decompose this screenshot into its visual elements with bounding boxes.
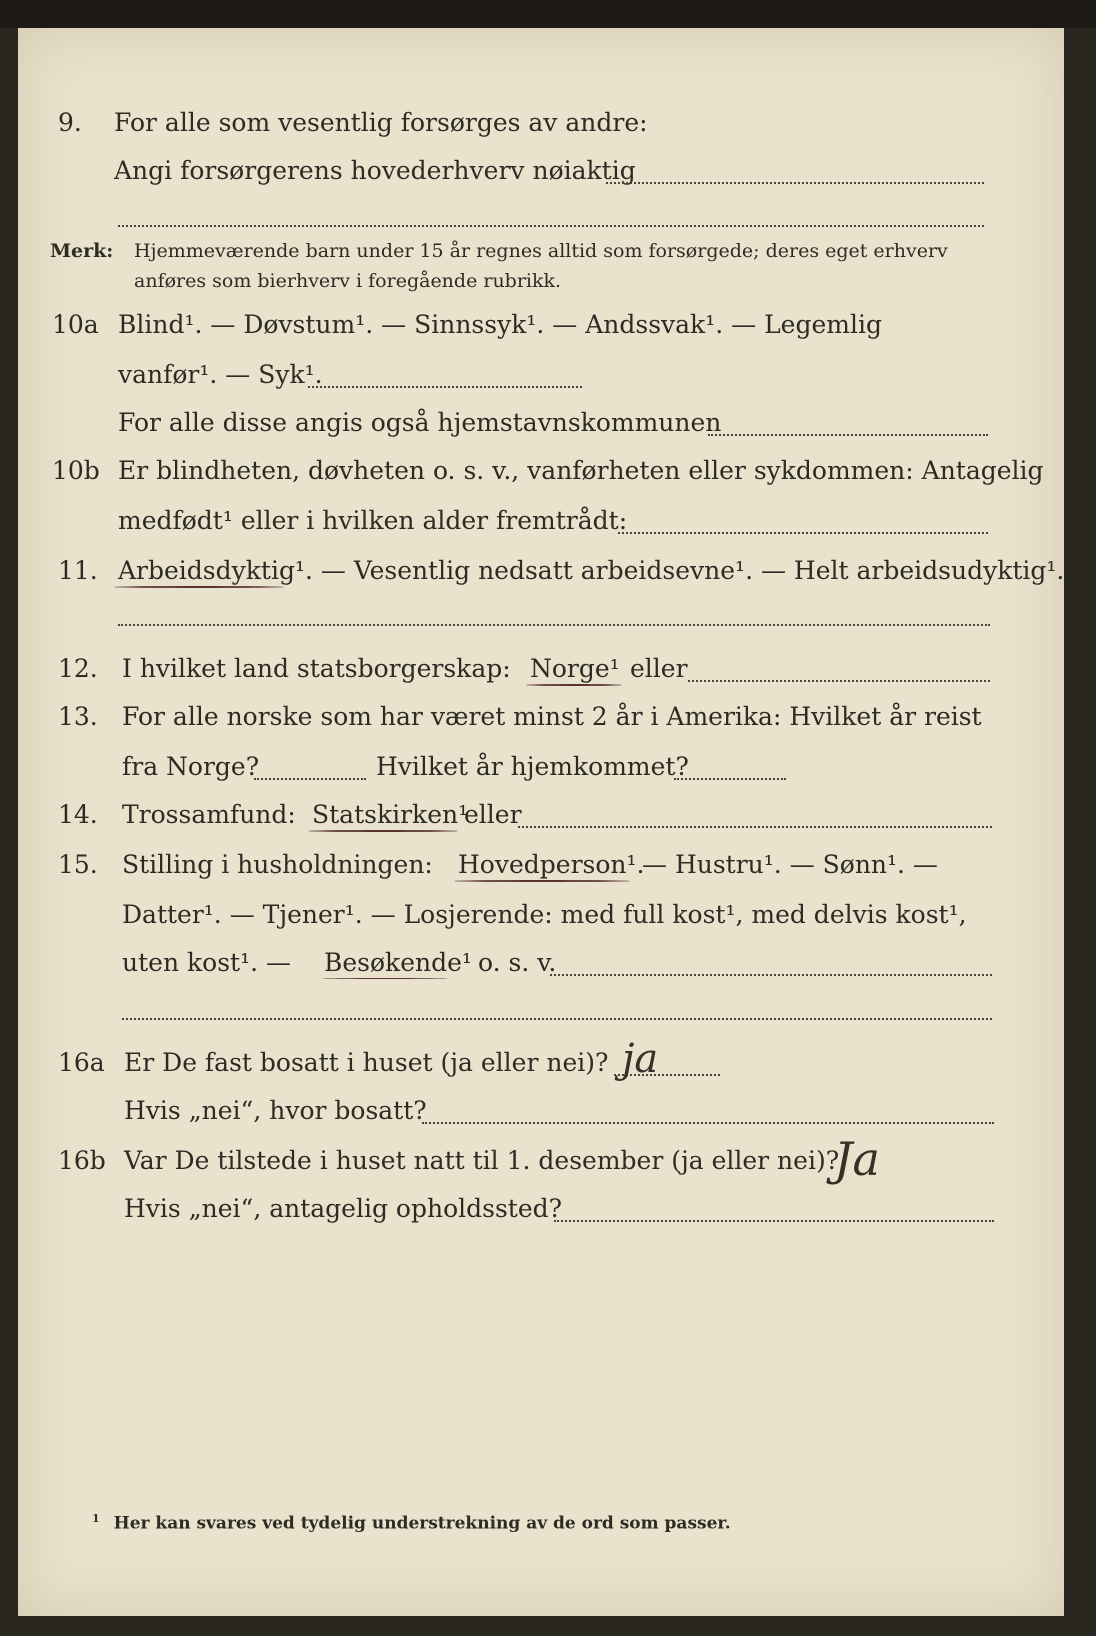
handwritten-underline <box>308 830 458 832</box>
question-number: 16a <box>58 1048 105 1077</box>
answer-line[interactable] <box>688 680 990 682</box>
form-page <box>18 28 1064 1616</box>
question-text: Angi forsørgerens hovederhverv nøiaktig <box>114 156 636 185</box>
question-text: uten kost¹. — <box>122 948 291 977</box>
question-text: o. s. v. <box>478 948 557 977</box>
handwritten-underline <box>526 684 622 686</box>
question-text: Trossamfund: <box>122 800 296 829</box>
question-text: eller <box>464 800 522 829</box>
question-text: For alle som vesentlig forsørges av andre: <box>114 108 648 137</box>
question-text: Var De tilstede i huset natt til 1. desember (ja eller nei)? <box>124 1146 840 1175</box>
question-text: Stilling i husholdningen: <box>122 850 433 879</box>
answer-line[interactable] <box>422 1122 994 1124</box>
footnote-mark: 1 <box>92 1512 100 1525</box>
question-text: Datter¹. — Tjener¹. — Losjerende: med full kost¹, med delvis kost¹, <box>122 900 967 929</box>
answer-line[interactable] <box>118 624 990 626</box>
question-text: For alle norske som har været minst 2 år i Amerika: Hvilket år reist <box>122 702 982 731</box>
question-number: 12. <box>58 654 98 683</box>
note-text: Hjemmeværende barn under 15 år regnes alltid som forsørgede; deres eget erhverv <box>134 240 948 262</box>
answer-line[interactable] <box>254 778 366 780</box>
question-number: 9. <box>58 108 82 137</box>
footnote <box>92 1512 731 1534</box>
question-text: — Hustru¹. — Sønn¹. — <box>642 850 938 879</box>
question-text: Hvis „nei“, hvor bosatt? <box>124 1096 427 1125</box>
option-besokende: Besøkende¹ <box>324 948 472 977</box>
question-number: 15. <box>58 850 98 879</box>
question-text: Er blindheten, døvheten o. s. v., vanførheten eller sykdommen: Antagelig <box>118 456 1044 485</box>
answer-hovedperson: Hovedperson¹. <box>458 850 645 879</box>
question-text: medfødt¹ eller i hvilken alder fremtrådt: <box>118 506 628 535</box>
question-text: vanfør¹. — Syk¹. <box>118 360 323 389</box>
answer-line[interactable] <box>122 1018 992 1020</box>
handwritten-answer: ja <box>622 1036 659 1082</box>
answer-statskirken: Statskirken¹ <box>312 800 469 829</box>
question-number: 11. <box>58 556 98 585</box>
answer-line[interactable] <box>518 826 992 828</box>
answer-line[interactable] <box>550 974 992 976</box>
answer-line[interactable] <box>708 434 988 436</box>
question-text: Er De fast bosatt i huset (ja eller nei)? <box>124 1048 609 1077</box>
handwritten-underline <box>454 880 630 882</box>
handwritten-underline <box>114 586 284 588</box>
question-number: 10a <box>52 310 99 339</box>
footnote-text: Her kan svares ved tydelig understrekning av de ord som passer. <box>113 1513 731 1534</box>
question-number: 13. <box>58 702 98 731</box>
answer-line[interactable] <box>606 182 984 184</box>
answer-line[interactable] <box>554 1220 994 1222</box>
note-text: anføres som bierhverv i foregående rubrikk. <box>134 270 562 292</box>
answer-line[interactable] <box>118 225 984 227</box>
question-number: 16b <box>58 1146 106 1175</box>
question-text: fra Norge? <box>122 752 260 781</box>
question-text: I hvilket land statsborgerskap: <box>122 654 511 683</box>
question-text: Hvis „nei“, antagelig opholdssted? <box>124 1194 563 1223</box>
answer-norge: Norge¹ <box>530 654 620 683</box>
question-number: 10b <box>52 456 100 485</box>
question-text: Arbeidsdyktig¹. — Vesentlig nedsatt arbeidsevne¹. — Helt arbeidsudyktig¹. <box>118 556 1065 585</box>
note-label: Merk: <box>50 240 114 262</box>
question-number: 14. <box>58 800 98 829</box>
question-text: Blind¹. — Døvstum¹. — Sinnssyk¹. — Andssvak¹. — Legemlig <box>118 310 882 339</box>
handwritten-underline <box>322 978 448 979</box>
answer-line[interactable] <box>618 532 988 534</box>
scan-border <box>0 0 1096 28</box>
handwritten-answer: Ja <box>834 1132 880 1186</box>
answer-line[interactable] <box>308 386 582 388</box>
answer-line[interactable] <box>674 778 786 780</box>
question-text: For alle disse angis også hjemstavnskommunen <box>118 408 722 437</box>
question-text: Hvilket år hjemkommet? <box>376 752 689 781</box>
question-text: eller <box>630 654 688 683</box>
